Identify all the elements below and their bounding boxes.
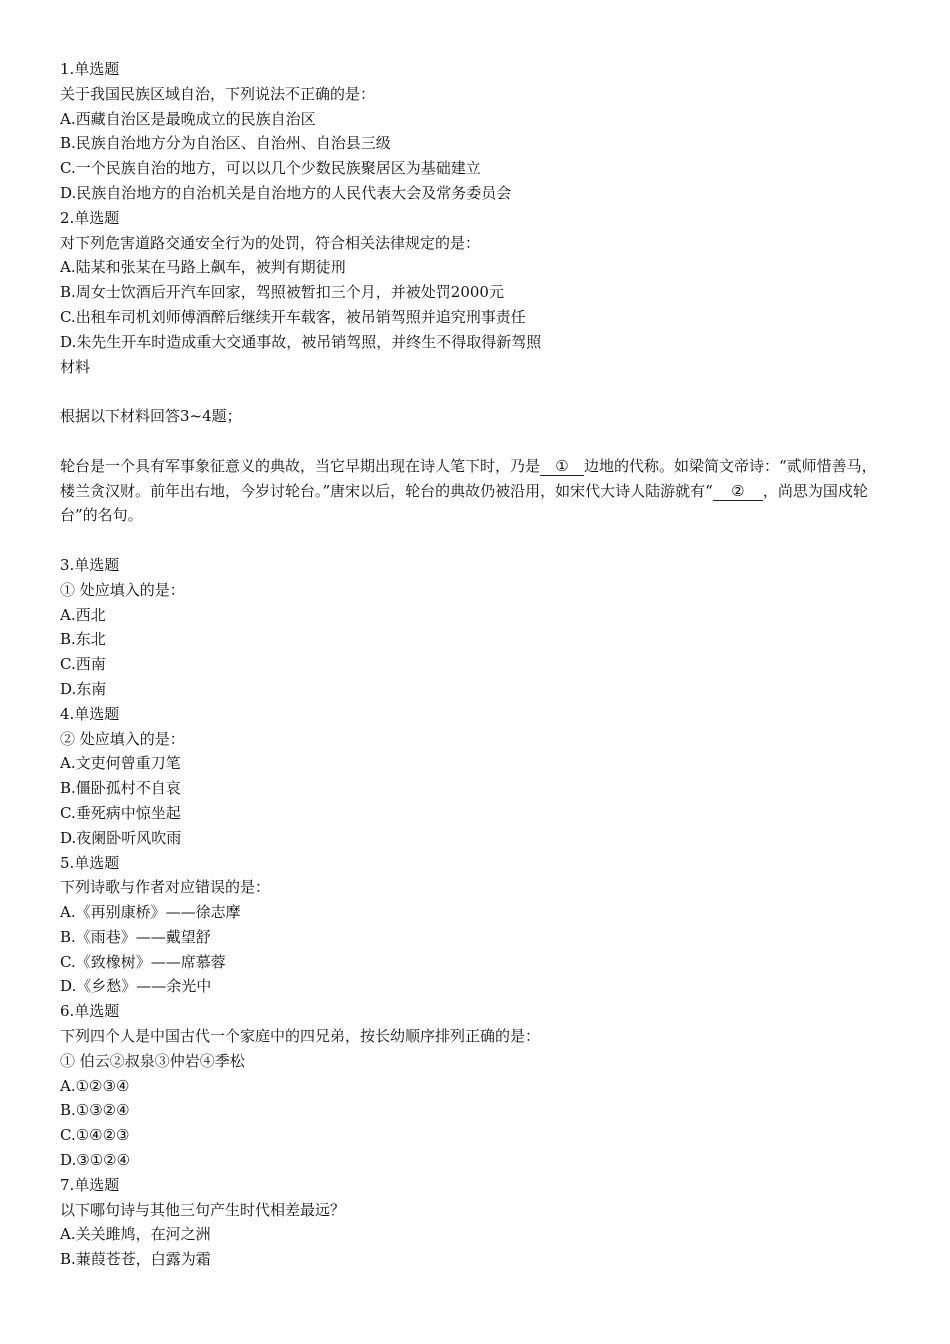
question-type: 6.单选题 <box>60 1002 120 1021</box>
option-a: A.文吏何曾重刀笔 <box>60 754 181 773</box>
option-c: C.垂死病中惊坐起 <box>60 803 181 822</box>
option-a: A.西北 <box>60 605 106 624</box>
blank-2: ② <box>713 482 763 501</box>
question-stem: ② 处应填入的是： <box>60 729 185 748</box>
option-c: C.一个民族自治的地方，可以以几个少数民族聚居区为基础建立 <box>60 159 481 178</box>
option-d: D.民族自治地方的自治机关是自治地方的人民代表大会及常务委员会 <box>60 183 512 202</box>
question-type: 7.单选题 <box>60 1175 120 1194</box>
option-b: B.蒹葭苍苍，白露为霜 <box>60 1250 211 1269</box>
option-b: B.《雨巷》——戴望舒 <box>60 927 211 946</box>
material-section <box>60 355 890 553</box>
question-stem: 下列诗歌与作者对应错误的是： <box>60 878 271 897</box>
option-a: A.①②③④ <box>60 1076 130 1095</box>
question-type: 5.单选题 <box>60 853 120 872</box>
question-type: 3.单选题 <box>60 555 120 574</box>
material-passage <box>60 454 890 528</box>
question-3 <box>60 553 890 702</box>
question-stem: 关于我国民族区域自治，下列说法不正确的是： <box>60 84 376 103</box>
option-b: B.①③②④ <box>60 1101 130 1120</box>
option-c: C.①④②③ <box>60 1126 130 1145</box>
option-b: B.周女士饮酒后开汽车回家，驾照被暂扣三个月，并被处罚2000元 <box>60 283 504 302</box>
passage-text-1: 轮台是一个具有军事象征意义的典故，当它早期出现在诗人笔下时，乃是 <box>60 456 541 475</box>
option-d: D.③①②④ <box>60 1151 131 1170</box>
blank-1: ① <box>540 457 584 476</box>
passage-text-3: ，尚思为国戍轮台”的名句。 <box>60 481 868 525</box>
material-label: 材料 <box>60 357 91 376</box>
question-sub: ① 伯云②叔泉③仲岩④季松 <box>60 1051 245 1070</box>
option-d: D.夜阑卧听风吹雨 <box>60 828 182 847</box>
question-stem: ① 处应填入的是： <box>60 580 185 599</box>
question-stem: 以下哪句诗与其他三句产生时代相差最远？ <box>60 1200 346 1219</box>
question-2 <box>60 206 890 355</box>
option-c: C.《致橡树》——席慕蓉 <box>60 952 226 971</box>
option-a: A.西藏自治区是最晚成立的民族自治区 <box>60 109 316 128</box>
question-type: 2.单选题 <box>60 208 120 227</box>
question-type: 1.单选题 <box>60 60 120 78</box>
option-d: D.东南 <box>60 679 107 698</box>
option-b: B.民族自治地方分为自治区、自治州、自治县三级 <box>60 134 391 153</box>
passage-text-2: 边地的代称。如梁简文帝诗：“贰师惜善马，楼兰贪汉财。前年出右地，今岁讨轮台。”唐宋以后，轮台的典故仍被沿用，如宋代大诗人陆游就有“ <box>60 456 877 500</box>
option-a: A.《再别康桥》——徐志摩 <box>60 903 241 922</box>
question-6 <box>60 999 890 1173</box>
question-stem: 下列四个人是中国古代一个家庭中的四兄弟，按长幼顺序排列正确的是： <box>60 1027 541 1046</box>
option-b: B.东北 <box>60 630 106 649</box>
option-b: B.僵卧孤村不自哀 <box>60 779 181 798</box>
question-5 <box>60 851 890 1000</box>
question-1 <box>60 57 890 206</box>
material-intro: 根据以下材料回答3~4题； <box>60 407 242 426</box>
question-7 <box>60 1173 890 1272</box>
question-stem: 对下列危害道路交通安全行为的处罚，符合相关法律规定的是： <box>60 233 481 252</box>
option-a: A.关关雎鸠，在河之洲 <box>60 1225 211 1244</box>
option-c: C.出租车司机刘师傅酒醉后继续开车载客，被吊销驾照并追究刑事责任 <box>60 307 526 326</box>
question-4 <box>60 702 890 851</box>
question-type: 4.单选题 <box>60 704 120 723</box>
option-c: C.西南 <box>60 655 106 674</box>
option-a: A.陆某和张某在马路上飙车，被判有期徒刑 <box>60 258 346 277</box>
option-d: D.朱先生开车时造成重大交通事故，被吊销驾照，并终生不得取得新驾照 <box>60 332 542 351</box>
option-d: D.《乡愁》——余光中 <box>60 977 212 996</box>
